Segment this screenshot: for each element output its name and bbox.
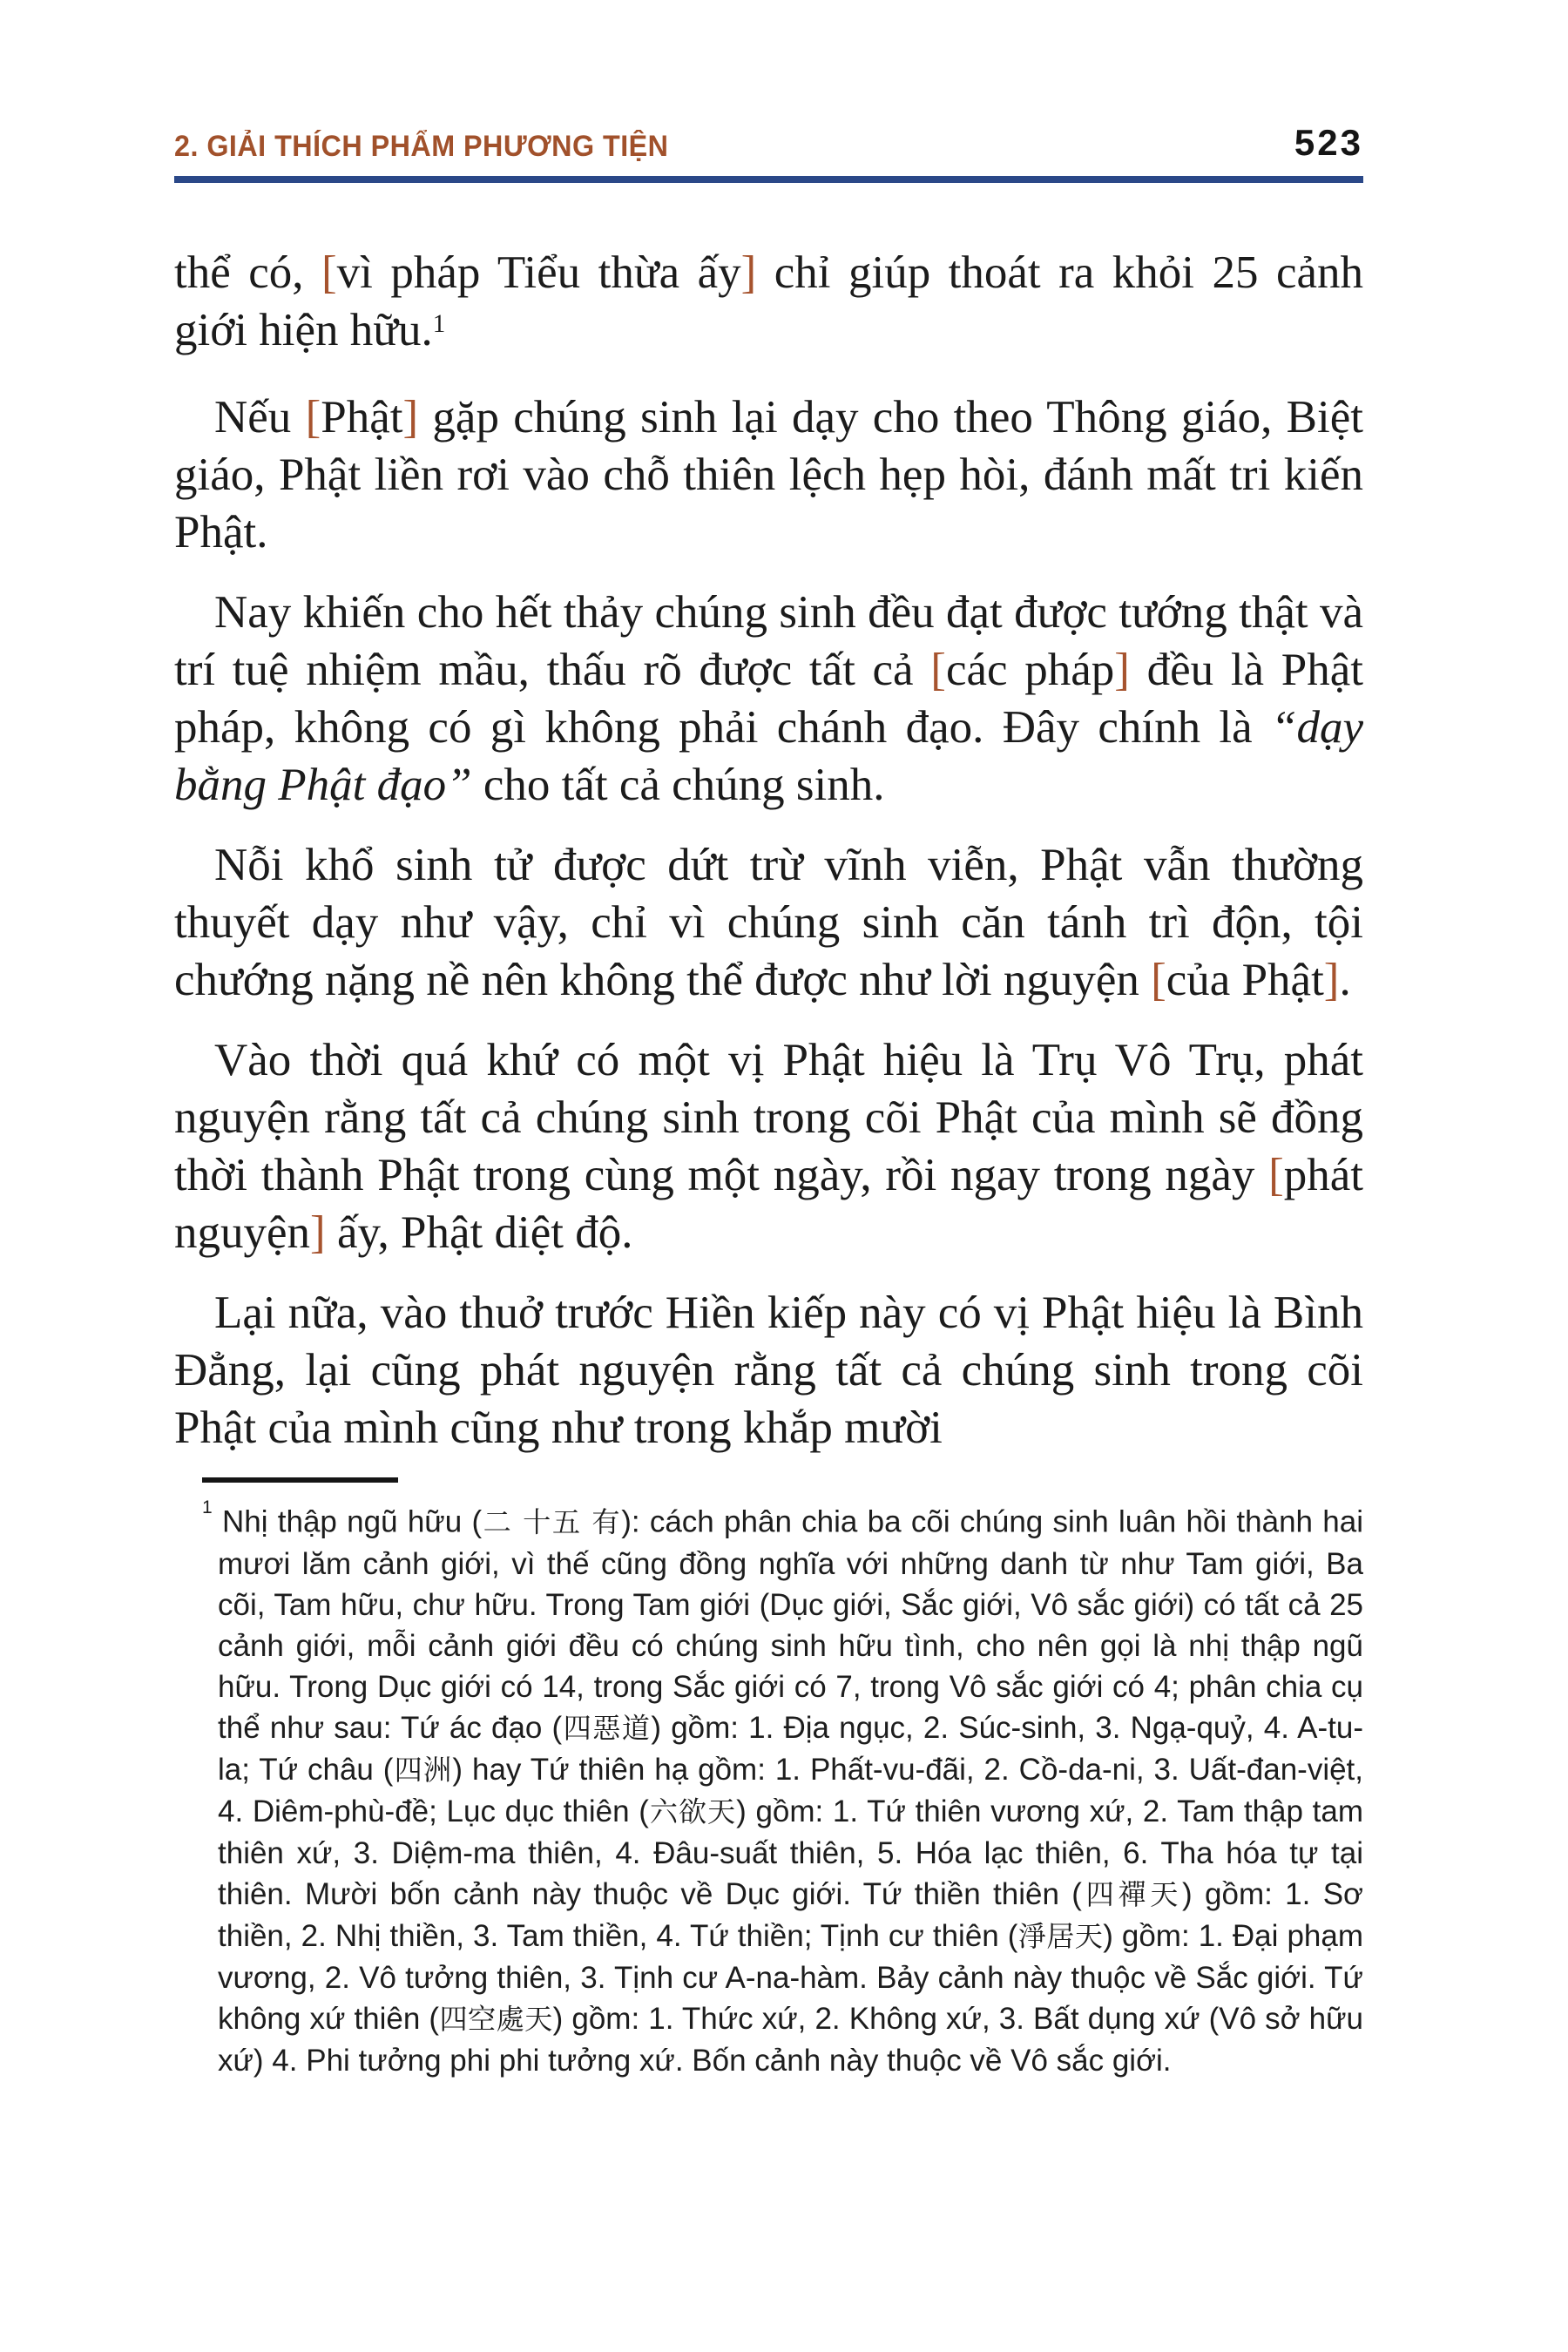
text-run: phát nguyện — [174, 1150, 1363, 1258]
text-run: Vào thời quá khứ có một vị Phật hiệu là Trụ Vô Trụ, phát nguyện rằng tất cả chúng sinh trong cõi Phật của mình sẽ đồng thời thành Phật trong cùng một ngày, rồi ngay trong ngày — [174, 1035, 1363, 1200]
text-run: các pháp — [945, 645, 1115, 695]
cjk-term: 四惡道 — [562, 1711, 652, 1745]
running-header — [174, 122, 1363, 164]
text-run: ấy, Phật diệt độ. — [325, 1207, 633, 1258]
text-run: ) hay Tứ thiên hạ gồm: 1. Phất-vu-đãi, 2. Cồ-da-ni, 3. Uất-đan-việt, 4. Diêm-phù-đề; Lục dục thiên ( — [218, 1752, 1364, 1828]
cjk-term: 六欲天 — [648, 1794, 737, 1828]
cjk-term: 四洲 — [393, 1753, 453, 1787]
cjk-term: 四禪天 — [1081, 1877, 1183, 1911]
text-run: Nhị thập ngũ hữu ( — [212, 1504, 483, 1539]
cjk-term: 四空處天 — [439, 2002, 553, 2036]
editor-bracket: ] — [1323, 955, 1340, 1005]
header-rule — [174, 176, 1363, 183]
editor-bracket: ] — [1114, 645, 1130, 695]
cjk-term: 淨居天 — [1017, 1919, 1104, 1953]
text-run: cho tất cả chúng sinh. — [471, 760, 885, 810]
body-paragraph — [174, 1284, 1363, 1456]
page-content — [174, 122, 1363, 2081]
editor-bracket: ] — [740, 247, 757, 298]
text-run: ): cách phân chia ba cõi chúng sinh luân hồi thành hai mươi lăm cảnh giới, vì thế cũng đồng nghĩa với những danh từ như Tam giới, Ba cõi, Tam hữu, chư hữu. Trong Tam giới (Dục giới, Sắc giới, Vô sắc giới) có tất cả 25 cảnh giới, mỗi cảnh giới đều có chúng sinh hữu tình, cho nên gọi là nhị thập ngũ hữu. Trong Dục giới có 14, trong Sắc giới có 7, trong Vô sắc giới có 4; phân chia cụ thể như sau: Tứ ác đạo ( — [218, 1504, 1363, 1745]
text-run: Nay khiến cho hết thảy chúng sinh đều đạt được tướng thật và trí tuệ nhiệm mầu, thấu rõ được tất cả — [174, 587, 1363, 695]
text-run: ) gồm: 1. Tứ thiên vương xứ, 2. Tam thập tam thiên xứ, 3. Diệm-ma thiên, 4. Đâu-suất thiên, 5. Hóa lạc thiên, 6. Tha hóa tự tại thiên. Mười bốn cảnh này thuộc về Dục giới. Tứ thiền thiên ( — [218, 1794, 1363, 1911]
text-run: Nỗi khổ sinh tử được dứt trừ vĩnh viễn, Phật vẫn thường thuyết dạy như vậy, chỉ vì chúng sinh căn tánh trì độn, tội chướng nặng nề nên không thể được như lời nguyện — [174, 840, 1363, 1005]
editor-bracket: [ — [1151, 955, 1166, 1005]
text-run: đều là Phật pháp, không có gì không phải chánh đạo. Đây chính là — [174, 645, 1363, 753]
text-run: của Phật — [1166, 955, 1324, 1005]
footnote-separator — [202, 1477, 398, 1483]
editor-bracket: [ — [321, 247, 337, 298]
editor-bracket: [ — [1268, 1150, 1284, 1200]
text-run: ) gồm: 1. Thức xứ, 2. Không xứ, 3. Bất dụng xứ (Vô sở hữu xứ) 4. Phi tưởng phi phi tưởng xứ. Bốn cảnh này thuộc về Vô sắc giới. — [218, 2001, 1364, 2078]
text-run: chỉ giúp thoát ra khỏi 25 cảnh giới hiện hữu. — [174, 247, 1363, 355]
cjk-term: 二 十五 有 — [482, 1505, 622, 1539]
text-run: Phật — [321, 392, 403, 443]
footnote — [202, 1495, 1363, 2081]
text-run: ) gồm: 1. Đại phạm vương, 2. Vô tưởng thiên, 3. Tịnh cư A-na-hàm. Bảy cảnh này thuộc về Sắc giới. Tứ không xứ thiên ( — [218, 1918, 1363, 2036]
page-number: 523 — [1294, 122, 1363, 163]
body-paragraph — [174, 584, 1363, 814]
body-paragraph — [174, 836, 1363, 1009]
footnote-marker: 1 — [202, 1497, 213, 1517]
text-run: ) gồm: 1. Sơ thiền, 2. Nhị thiền, 3. Tam thiền, 4. Tứ thiền; Tịnh cư thiên ( — [218, 1876, 1364, 1953]
text-run: Lại nữa, vào thuở trước Hiền kiếp này có vị Phật hiệu là Bình Đẳng, lại cũng phát nguyện rằng tất cả chúng sinh trong cõi Phật của mình cũng như trong khắp mười — [174, 1288, 1363, 1453]
body-paragraph — [174, 1031, 1363, 1261]
text-run: Nếu — [214, 392, 306, 443]
body-text — [174, 244, 1363, 1456]
editor-bracket: [ — [930, 645, 946, 695]
text-run: ) gồm: 1. Địa ngục, 2. Súc-sinh, 3. Ngạ-quỷ, 4. A-tu-la; Tứ châu ( — [218, 1710, 1363, 1787]
chapter-header-title: 2. GIẢI THÍCH PHẨM PHƯƠNG TIỆN — [174, 130, 669, 163]
editor-bracket: ] — [310, 1207, 326, 1258]
body-paragraph — [174, 244, 1363, 366]
footnote-ref: 1 — [432, 310, 446, 339]
italic-phrase: “dạy bằng Phật đạo” — [174, 702, 1363, 810]
text-run: gặp chúng sinh lại dạy cho theo Thông giáo, Biệt giáo, Phật liền rơi vào chỗ thiên lệch hẹp hòi, đánh mất tri kiến Phật. — [174, 392, 1363, 558]
text-run: thể có, — [174, 247, 321, 298]
editor-bracket: ] — [402, 392, 419, 443]
body-paragraph — [174, 389, 1363, 561]
text-run: . — [1339, 955, 1351, 1005]
text-run: vì pháp Tiểu thừa ấy — [336, 247, 741, 298]
editor-bracket: [ — [305, 392, 321, 443]
